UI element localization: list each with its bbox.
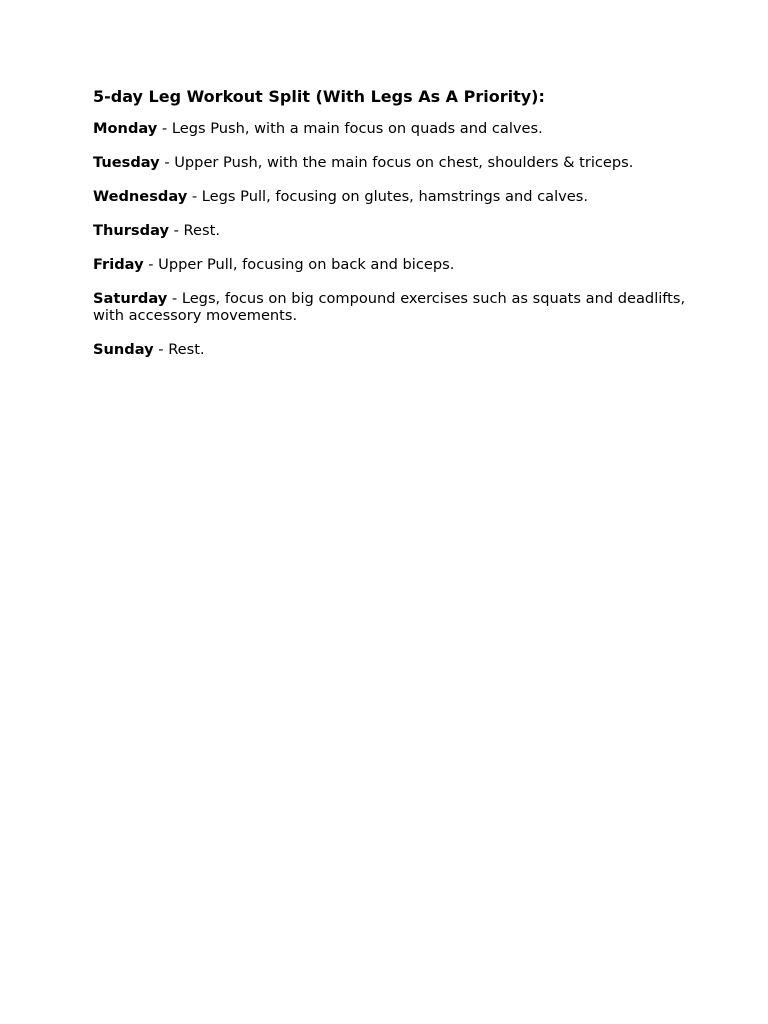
- day-description: - Rest.: [153, 340, 205, 358]
- day-description: - Legs Pull, focusing on glutes, hamstrings and calves.: [187, 188, 588, 205]
- schedule-entry-friday: [93, 257, 708, 274]
- schedule-entry-wednesday: [93, 189, 708, 206]
- schedule-entry-saturday: [93, 291, 708, 324]
- day-label: Monday: [93, 120, 158, 137]
- day-description: - Legs Push, with a main focus on quads and calves.: [157, 120, 543, 137]
- day-label: Tuesday: [93, 154, 160, 171]
- schedule-entry-monday: [93, 121, 708, 138]
- day-label: Friday: [93, 256, 144, 273]
- day-description: - Legs, focus on big compound exercises such as squats and deadlifts, with accessory movements.: [93, 290, 686, 324]
- day-description: - Rest.: [168, 222, 220, 239]
- schedule-entry-thursday: [93, 223, 708, 240]
- document-title: 5-day Leg Workout Split (With Legs As A Priority):: [93, 87, 545, 106]
- day-label: Saturday: [93, 290, 168, 307]
- schedule-entry-tuesday: [93, 155, 708, 172]
- schedule-entry-sunday: [93, 342, 708, 359]
- day-description: - Upper Pull, focusing on back and biceps.: [143, 256, 455, 273]
- day-label: Sunday: [93, 340, 154, 358]
- day-label: Wednesday: [93, 188, 188, 205]
- day-description: - Upper Push, with the main focus on chest, shoulders & triceps.: [159, 154, 634, 171]
- day-label: Thursday: [93, 222, 169, 239]
